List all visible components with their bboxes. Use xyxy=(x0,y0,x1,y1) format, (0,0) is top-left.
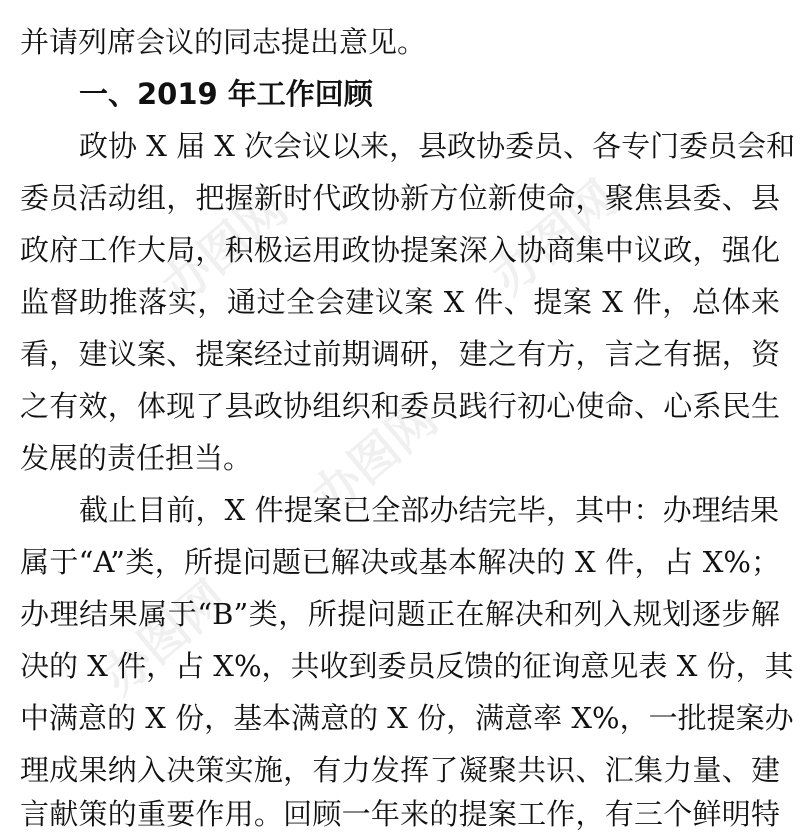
paragraph-line: 委员活动组，把握新时代政协新方位新使命，聚焦县委、县 xyxy=(20,181,780,215)
paragraph-line: 之有效，体现了县政协组织和委员践行初心使命、心系民生 xyxy=(20,389,780,423)
paragraph-line: 并请列席会议的同志提出意见。 xyxy=(20,25,427,59)
paragraph-line: 政协 X 届 X 次会议以来，县政协委员、各专门委员会和 xyxy=(79,129,796,163)
paragraph-line: 发展的责任担当。 xyxy=(20,441,253,475)
paragraph-line: 理成果纳入决策实施，有力发挥了凝聚共识、汇集力量、建 xyxy=(20,753,780,787)
paragraph-line: 看，建议案、提案经过前期调研，建之有方，言之有据，资 xyxy=(20,337,780,371)
paragraph-line: 监督助推落实，通过全会建议案 X 件、提案 X 件，总体来 xyxy=(20,285,780,319)
paragraph-line: 决的 X 件，占 X%，共收到委员反馈的征询意见表 X 份，其 xyxy=(20,649,794,683)
paragraph-line-cutoff: 言献策的重要作用。回顾一年来的提案工作，有三个鲜明特 xyxy=(20,797,780,831)
watermark: 办图网 xyxy=(151,180,299,316)
paragraph-line: 属于“A”类，所提问题已解决或基本解决的 X 件，占 X%； xyxy=(20,545,780,579)
paragraph-line: 中满意的 X 份，基本满意的 X 份，满意率 X%，一批提案办 xyxy=(20,701,794,735)
paragraph-line: 办理结果属于“B”类，所提问题正在解决和列入规划逐步解 xyxy=(20,597,780,631)
paragraph-line: 政府工作大局，积极运用政协提案深入协商集中议政，强化 xyxy=(20,233,780,267)
watermark: 办图网 xyxy=(481,170,629,306)
watermark: 办图网 xyxy=(91,570,239,706)
paragraph-line: 截止目前，X 件提案已全部办结完毕，其中：办理结果 xyxy=(79,493,779,527)
section-heading: 一、2019 年工作回顾 xyxy=(79,77,373,111)
watermark: 办图网 xyxy=(301,390,449,526)
